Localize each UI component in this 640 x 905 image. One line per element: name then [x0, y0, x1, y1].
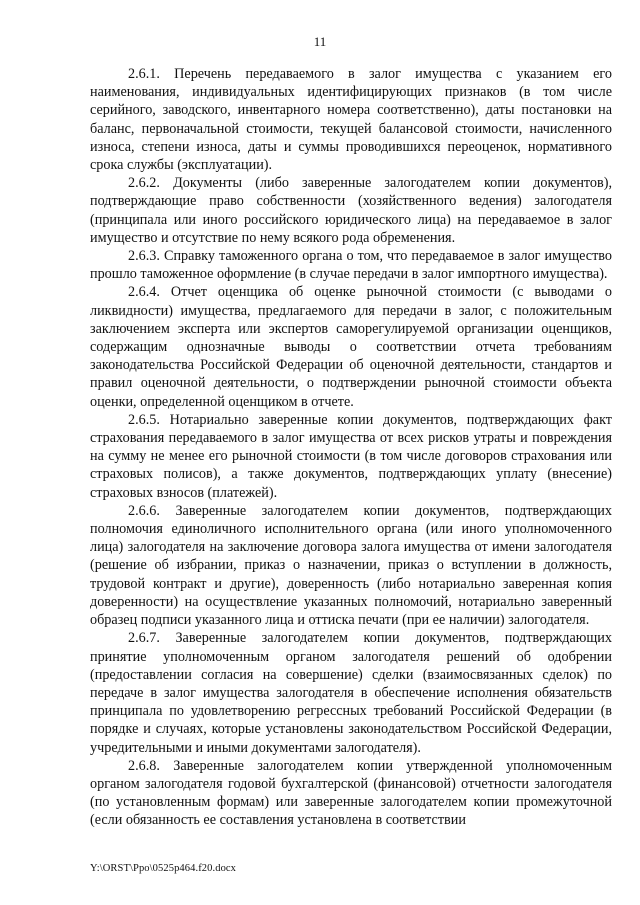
file-path-footer: Y:\ORST\Ppo\0525p464.f20.docx — [90, 863, 237, 874]
paragraph-2-6-2: 2.6.2. Документы (либо заверенные залогодателем копии документов), подтверждающие право собственности (хозяйственного ведения) залогодателя (принципала или иного российского юридического лица) на передаваемое в залог имущество и отсутствие по нему всякого рода обременения. — [90, 175, 612, 246]
document-body — [90, 65, 612, 830]
paragraph-2-6-4: 2.6.4. Отчет оценщика об оценке рыночной стоимости (с выводами о ликвидности) имущества, предлагаемого для передачи в залог, с положительным заключением эксперта или экспертов саморегулируемой организации оценщиков, содержащим однозначные выводы о соответствии отчета требованиям законодательства Российской Федерации об оценочной деятельности, стандартов и правил оценочной деятельности, о подтверждении рыночной стоимости объекта оценки, определенной оценщиком в отчете. — [90, 284, 612, 410]
paragraph-2-6-3: 2.6.3. Справку таможенного органа о том, что передаваемое в залог имущество прошло таможенное оформление (в случае передачи в залог импортного имущества). — [90, 248, 612, 283]
paragraph-2-6-6: 2.6.6. Заверенные залогодателем копии документов, подтверждающих полномочия единоличного исполнительного органа (или иного уполномоченного лица) залогодателя на заключение договора залога имущества от имени залогодателя (решение об избрании, приказ о назначении, приказ о вступлении в должность, трудовой контракт и другие), доверенность (либо нотариально заверенная копия доверенности) на осуществление указанных полномочий, нотариально заверенный образец подписи указанного лица и оттиска печати (при ее наличии) залогодателя. — [90, 502, 612, 629]
paragraph-2-6-1: 2.6.1. Перечень передаваемого в залог имущества с указанием его наименования, индивидуальных идентифицирующих признаков (в том числе серийного, заводского, инвентарного номера соответственно), даты постановки на баланс, первоначальной стоимости, текущей балансовой стоимости, начисленного износа, степени износа, даты и суммы проводившихся переоценок, нормативного срока службы (эксплуатации). — [90, 66, 612, 174]
paragraph-2-6-5: 2.6.5. Нотариально заверенные копии документов, подтверждающих факт страхования передаваемого в залог имущества от всех рисков утраты и повреждения на сумму не менее его рыночной стоимости (в том числе договоров страхования или страховых полисов), а также документов, подтверждающих уплату (внесение) страховых взносов (платежей). — [90, 411, 612, 501]
page-number: 11 — [313, 34, 327, 49]
paragraph-2-6-8: 2.6.8. Заверенные залогодателем копии утвержденной уполномоченным органом залогодателя годовой бухгалтерской (финансовой) отчетности залогодателя (по установленным формам) или заверенные залогодателем копии промежуточной (если обязанность ее составления установлена в соответствии — [90, 757, 612, 829]
paragraph-2-6-7: 2.6.7. Заверенные залогодателем копии документов, подтверждающих принятие уполномоченным органом залогодателя решений об одобрении (предоставлении согласия на совершение) сделки (взаимосвязанных сделок) по передаче в залог имущества залогодателя в обеспечение исполнения обязательств принципала по удовлетворению регрессных требований Российской Федерации (в порядке и случаях, которые установлены законодательством Российской Федерации, учредительными и иными документами залогодателя). — [90, 630, 612, 756]
